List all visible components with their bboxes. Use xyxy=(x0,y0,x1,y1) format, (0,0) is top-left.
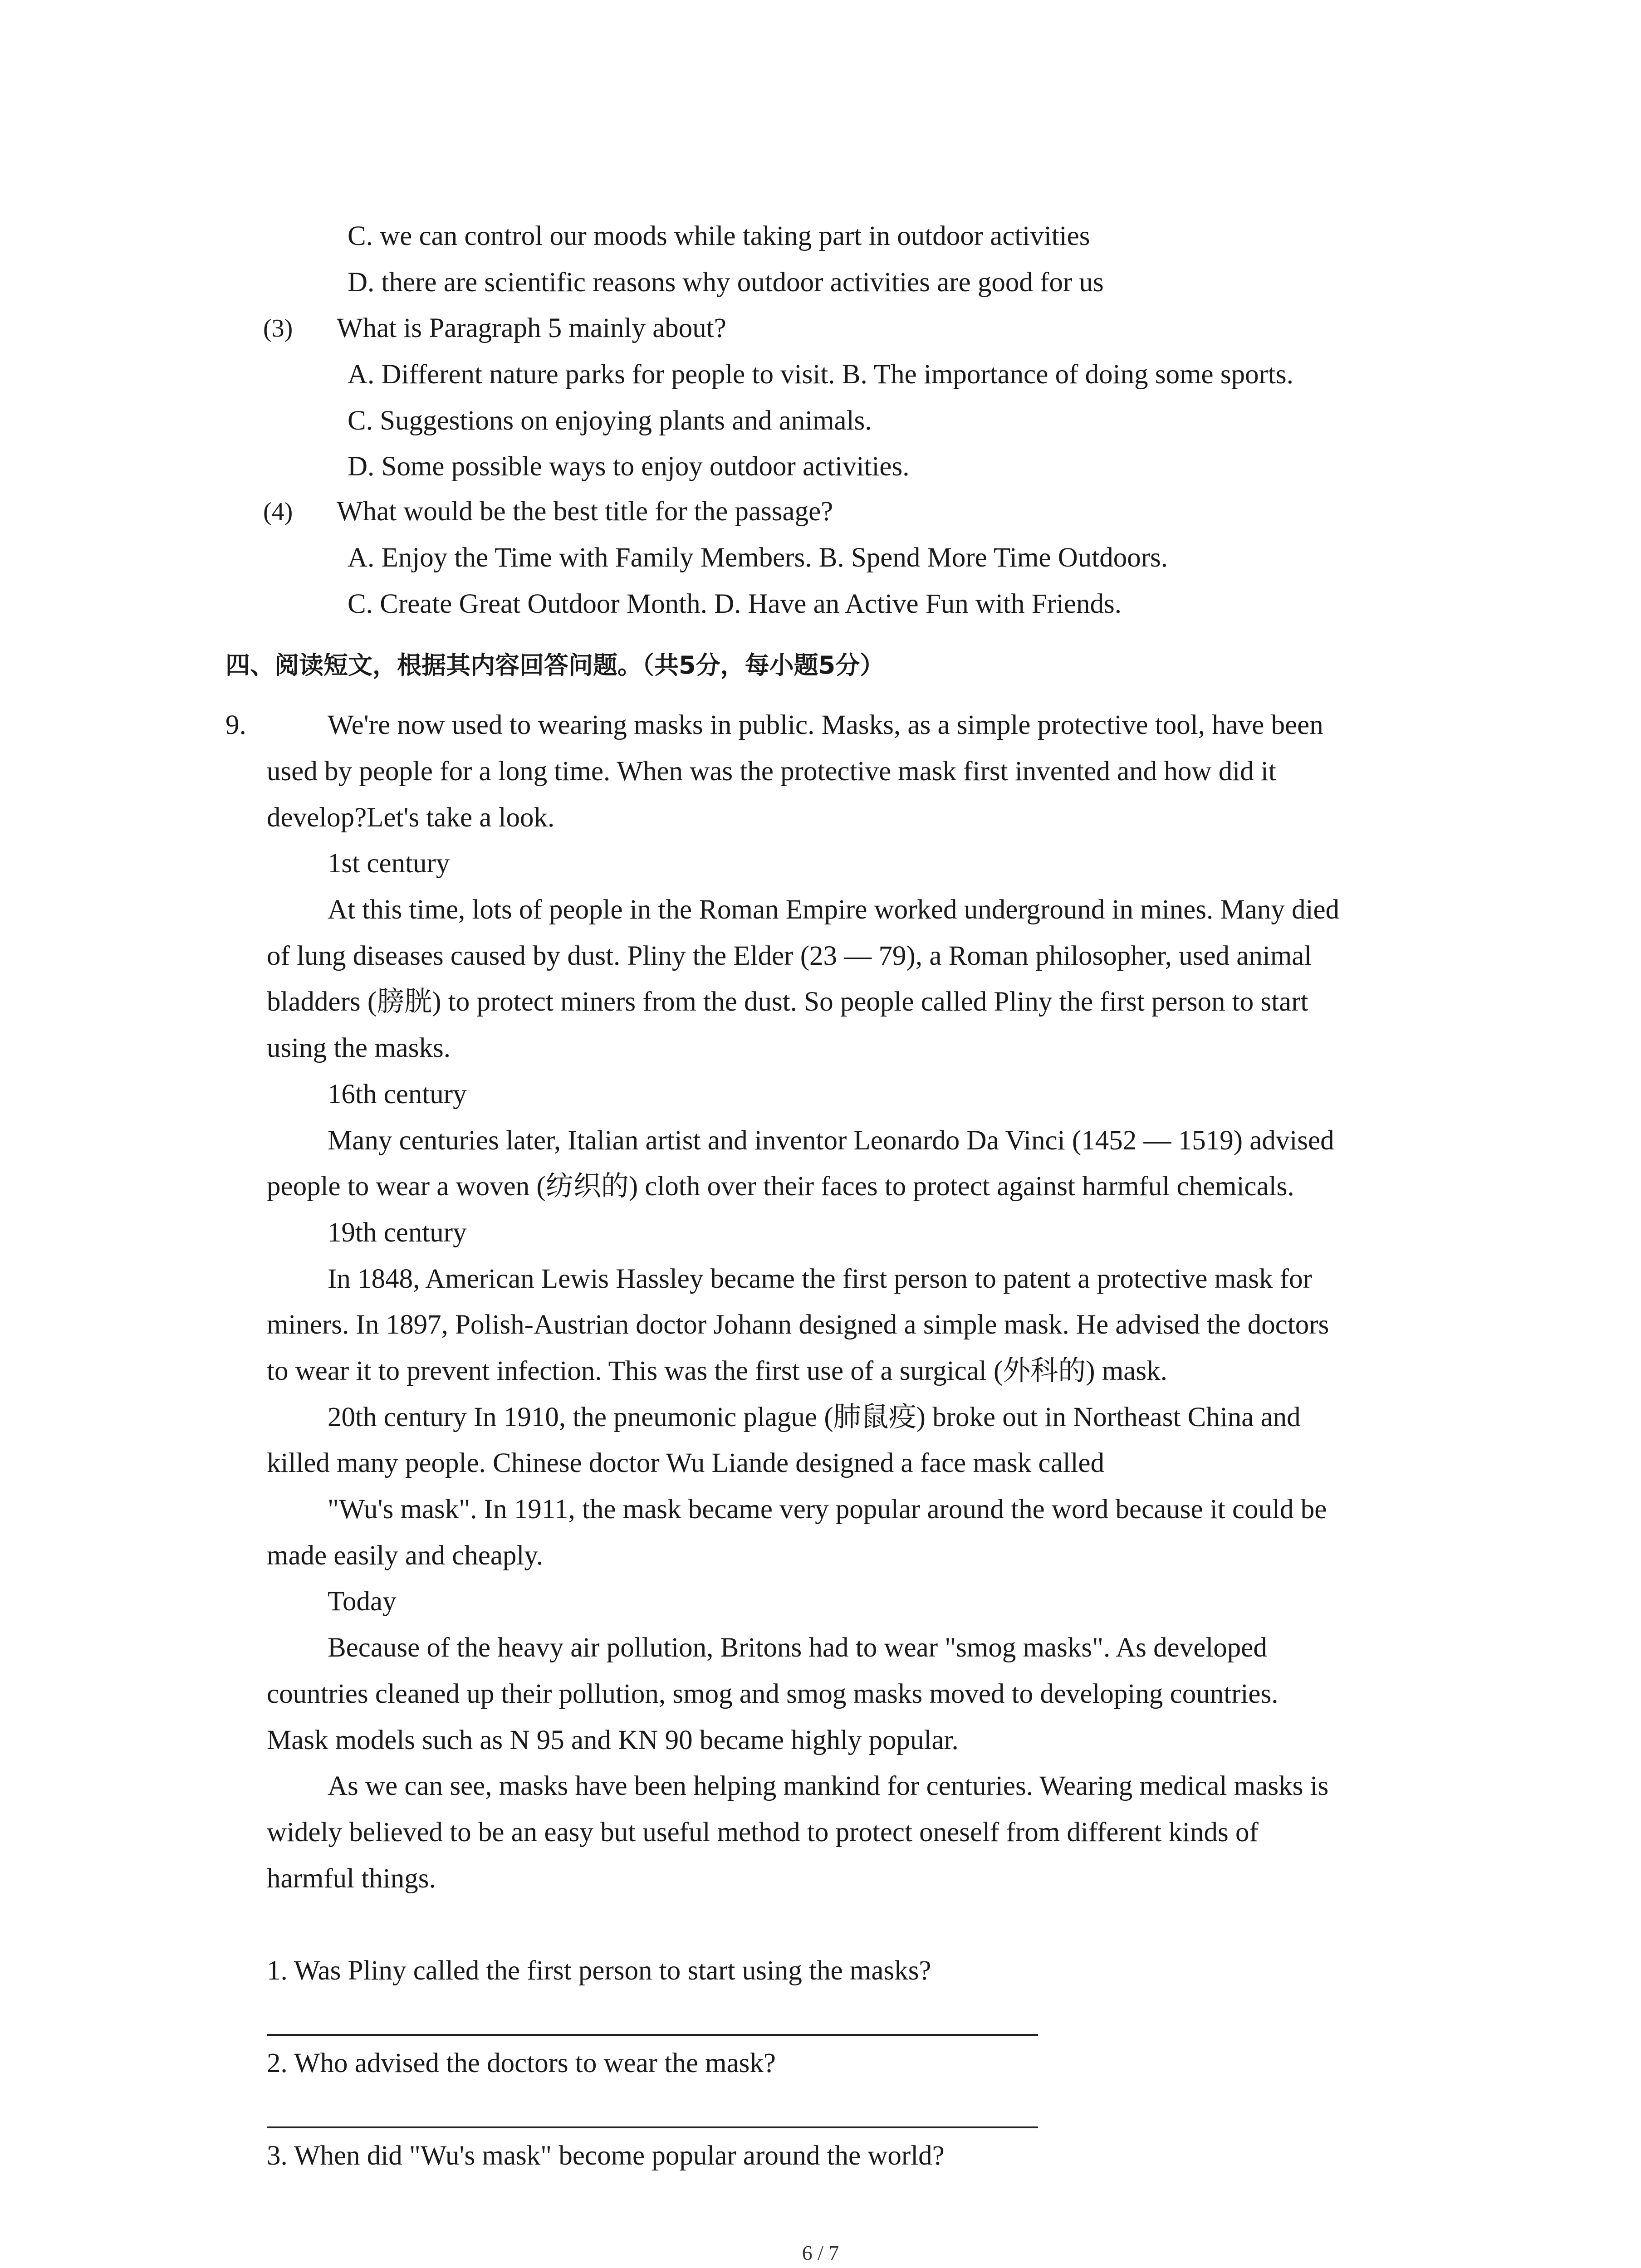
passage-line: used by people for a long time. When was the protective mask first invented and how did it xyxy=(267,756,1276,787)
passage-line: Mask models such as N 95 and KN 90 became highly popular. xyxy=(267,1725,959,1755)
option-c: C. we can control our moods while taking part in outdoor activities xyxy=(348,221,1090,251)
passage-line: "Wu's mask". In 1911, the mask became very popular around the word because it could be xyxy=(328,1494,1327,1525)
passage-line: widely believed to be an easy but useful method to protect oneself from different kinds of xyxy=(267,1817,1259,1848)
page-number: 6 / 7 xyxy=(802,2241,839,2264)
passage-line: of lung diseases caused by dust. Pliny the Elder (23 — 79), a Roman philosopher, used animal xyxy=(267,941,1312,971)
passage-line: countries cleaned up their pollution, smog and smog masks moved to developing countries. xyxy=(267,1679,1279,1709)
passage-line: As we can see, masks have been helping mankind for centuries. Wearing medical masks is xyxy=(328,1771,1329,1801)
passage-subheading: Today xyxy=(328,1586,397,1617)
question-3-option-ab: A. Different nature parks for people to visit. B. The importance of doing some sports. xyxy=(348,359,1293,390)
passage-line: to wear it to prevent infection. This was the first use of a surgical (外科的) mask. xyxy=(267,1356,1167,1386)
passage-line: made easily and cheaply. xyxy=(267,1540,544,1571)
passage-number: 9. xyxy=(225,710,246,740)
comprehension-question-3: 3. When did "Wu's mask" become popular around the world? xyxy=(267,2141,945,2171)
passage-line: bladders (膀胱) to protect miners from the dust. So people called Pliny the first person to start xyxy=(267,987,1308,1017)
passage-subheading: 1st century xyxy=(328,848,450,879)
passage-line: using the masks. xyxy=(267,1033,451,1063)
passage-line: 20th century In 1910, the pneumonic plague (肺鼠疫) broke out in Northeast China and xyxy=(328,1402,1301,1432)
passage-line: develop?Let's take a look. xyxy=(267,802,555,833)
question-4-option-cd: C. Create Great Outdoor Month. D. Have an Active Fun with Friends. xyxy=(348,589,1122,619)
question-4-option-ab: A. Enjoy the Time with Family Members. B. Spend More Time Outdoors. xyxy=(348,543,1168,573)
passage-line: killed many people. Chinese doctor Wu Liande designed a face mask called xyxy=(267,1448,1105,1478)
comprehension-question-2: 2. Who advised the doctors to wear the mask? xyxy=(267,2048,776,2078)
passage-subheading: 16th century xyxy=(328,1079,467,1110)
question-3-text: What is Paragraph 5 mainly about? xyxy=(337,313,726,343)
passage-line: miners. In 1897, Polish-Austrian doctor Johann designed a simple mask. He advised the doctors xyxy=(267,1310,1329,1340)
passage-line: At this time, lots of people in the Roman Empire worked underground in mines. Many died xyxy=(328,894,1340,925)
passage-subheading: 19th century xyxy=(328,1217,467,1248)
passage-line: Because of the heavy air pollution, Britons had to wear "smog masks". As developed xyxy=(328,1633,1267,1663)
section-heading: 四、阅读短文，根据其内容回答问题。（共5分，每小题5分） xyxy=(225,651,885,679)
question-3-option-d: D. Some possible ways to enjoy outdoor activities. xyxy=(348,451,910,482)
passage-line: harmful things. xyxy=(267,1863,436,1894)
question-4-text: What would be the best title for the passage? xyxy=(337,496,833,527)
comprehension-question-1: 1. Was Pliny called the first person to start using the masks? xyxy=(267,1955,931,1986)
passage-line: In 1848, American Lewis Hassley became the first person to patent a protective mask for xyxy=(328,1264,1312,1294)
passage-line: people to wear a woven (纺织的) cloth over their faces to protect against harmful chemicals. xyxy=(267,1171,1294,1202)
answer-blank-1[interactable] xyxy=(267,2034,1038,2036)
passage-line: We're now used to wearing masks in public. Masks, as a simple protective tool, have been xyxy=(328,710,1323,740)
question-3-option-c: C. Suggestions on enjoying plants and animals. xyxy=(348,406,872,436)
passage-line: Many centuries later, Italian artist and inventor Leonardo Da Vinci (1452 — 1519) advised xyxy=(328,1125,1334,1156)
option-d: D. there are scientific reasons why outdoor activities are good for us xyxy=(348,267,1104,298)
question-3-number: (3) xyxy=(263,314,293,342)
question-4-number: (4) xyxy=(263,498,293,526)
answer-blank-2[interactable] xyxy=(267,2126,1038,2128)
